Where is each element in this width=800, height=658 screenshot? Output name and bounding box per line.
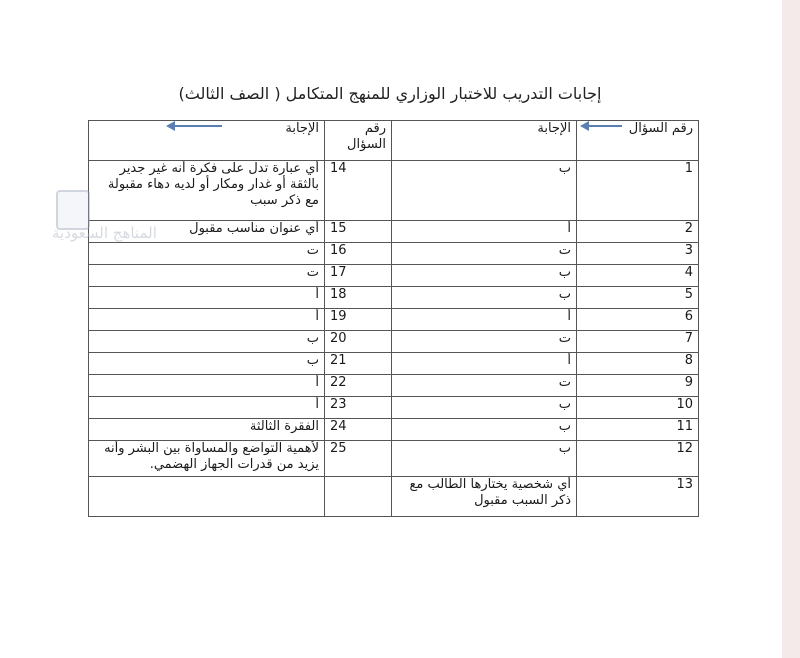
answer-cell-left: أ	[392, 221, 577, 243]
answer-cell-left: أ	[392, 309, 577, 331]
header-answer-right: الإجابة	[89, 121, 325, 161]
answer-cell-left: أي شخصية يختارها الطالب مع ذكر السبب مقبول	[392, 477, 577, 517]
watermark-logo-icon	[56, 190, 90, 230]
question-number-cell: 12	[577, 441, 699, 477]
table-row	[89, 331, 699, 353]
answer-cell-left: ب	[392, 397, 577, 419]
table-row	[89, 397, 699, 419]
answer-cell-left: ب	[392, 161, 577, 221]
answer-cell-right: أ	[89, 375, 325, 397]
question-number-cell-mid: 19	[325, 309, 392, 331]
question-number-cell-mid: 20	[325, 331, 392, 353]
answer-cell-left: ب	[392, 441, 577, 477]
question-number-cell: 7	[577, 331, 699, 353]
answer-cell-left: ب	[392, 287, 577, 309]
page-title: إجابات التدريب للاختبار الوزاري للمنهج المتكامل ( الصف الثالث)	[178, 84, 602, 103]
watermark-text: المناهج السعودية	[52, 224, 157, 242]
question-number-cell-mid: 21	[325, 353, 392, 375]
answer-cell-right: أ	[89, 309, 325, 331]
table-row	[89, 243, 699, 265]
table-row	[89, 161, 699, 221]
table-row	[89, 221, 699, 243]
question-number-cell: 1	[577, 161, 699, 221]
header-question-number-left: رقم السؤال	[577, 121, 699, 161]
table-row	[89, 441, 699, 477]
header-answer-left: الإجابة	[392, 121, 577, 161]
answer-cell-right: أ	[89, 287, 325, 309]
answer-cell-right: الفقرة الثالثة	[89, 419, 325, 441]
answer-cell-right: أي عبارة تدل على فكرة أنه غير جدير بالثقة أو غدار ومكار أو لديه دهاء مقبولة مع ذكر سبب	[89, 161, 325, 221]
arrow-left-icon	[582, 125, 622, 127]
question-number-cell-mid: 16	[325, 243, 392, 265]
question-number-cell: 5	[577, 287, 699, 309]
table-row	[89, 419, 699, 441]
answer-cell-left: ت	[392, 331, 577, 353]
table-row	[89, 265, 699, 287]
answer-cell-right: أي عنوان مناسب مقبول	[89, 221, 325, 243]
question-number-cell: 3	[577, 243, 699, 265]
question-number-cell: 13	[577, 477, 699, 517]
question-number-cell: 10	[577, 397, 699, 419]
answer-cell-right: لأهمية التواضع والمساواة بين البشر وأنه يزيد من قدرات الجهاز الهضمي.	[89, 441, 325, 477]
answer-cell-right: ت	[89, 243, 325, 265]
answer-cell-left: ب	[392, 419, 577, 441]
question-number-cell-mid: 17	[325, 265, 392, 287]
question-number-cell: 11	[577, 419, 699, 441]
question-number-cell-mid: 18	[325, 287, 392, 309]
question-number-cell-mid: 15	[325, 221, 392, 243]
table-row	[89, 353, 699, 375]
answer-cell-right: ب	[89, 353, 325, 375]
table-row	[89, 309, 699, 331]
arrow-left-icon	[168, 125, 222, 127]
answer-cell-right: أ	[89, 397, 325, 419]
question-number-cell-mid	[325, 477, 392, 517]
question-number-cell-mid: 22	[325, 375, 392, 397]
question-number-cell-mid: 25	[325, 441, 392, 477]
question-number-cell: 2	[577, 221, 699, 243]
page-edge	[782, 0, 800, 658]
answer-cell-right: ت	[89, 265, 325, 287]
answer-cell-right: ب	[89, 331, 325, 353]
table-row	[89, 375, 699, 397]
table-row	[89, 287, 699, 309]
answer-cell-left: ب	[392, 265, 577, 287]
question-number-cell: 9	[577, 375, 699, 397]
question-number-cell: 4	[577, 265, 699, 287]
table-row	[89, 477, 699, 517]
question-number-cell-mid: 23	[325, 397, 392, 419]
question-number-cell-mid: 14	[325, 161, 392, 221]
answer-cell-left: ت	[392, 243, 577, 265]
answer-cell-left: أ	[392, 353, 577, 375]
answer-cell-left: ت	[392, 375, 577, 397]
question-number-cell: 6	[577, 309, 699, 331]
answer-cell-right	[89, 477, 325, 517]
question-number-cell-mid: 24	[325, 419, 392, 441]
header-question-number-mid: رقم السؤال	[325, 121, 392, 161]
question-number-cell: 8	[577, 353, 699, 375]
answer-table	[88, 120, 699, 517]
